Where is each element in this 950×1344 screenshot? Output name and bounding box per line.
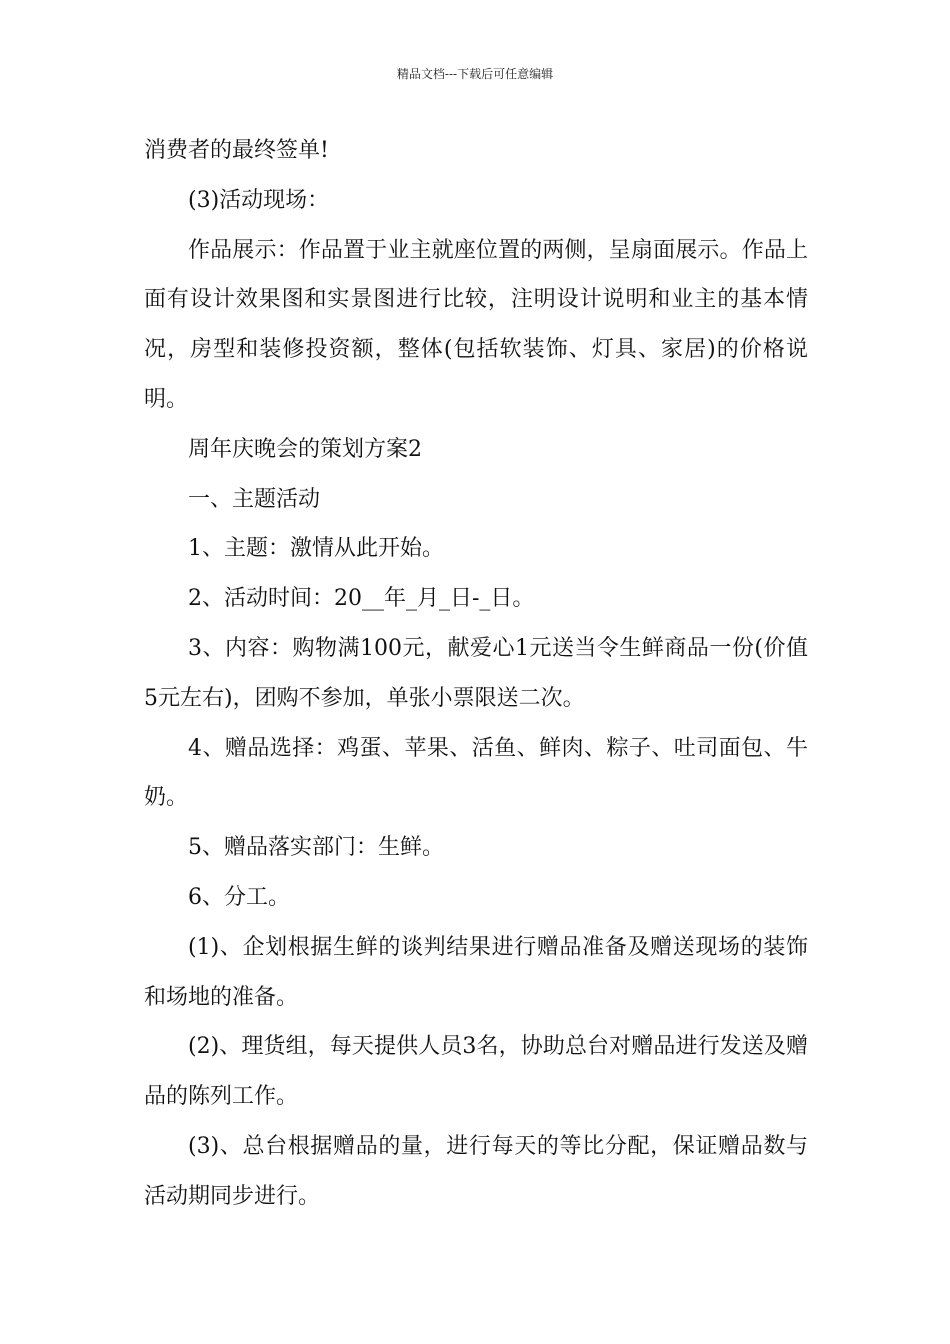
paragraph-time: 2、活动时间：20__年_月_日-_日。 <box>188 586 535 612</box>
document-body <box>144 126 808 1222</box>
paragraph-gift-dept: 5、赠品落实部门：生鲜。 <box>188 835 444 861</box>
paragraph-division-2: (2)、理货组，每天提供人员3名，协助总台对赠品进行发送及赠品的陈列工作。 <box>144 1034 808 1110</box>
paragraph-signing: 消费者的最终签单! <box>144 138 329 163</box>
paragraph-section-theme: 一、主题活动 <box>188 486 321 512</box>
paragraph-division: 6、分工。 <box>188 884 290 910</box>
paragraph-division-1: (1)、企划根据生鲜的谈判结果进行赠品准备及赠送现场的装饰和场地的准备。 <box>144 934 808 1010</box>
paragraph-work-display: 作品展示：作品置于业主就座位置的两侧，呈扇面展示。作品上面有设计效果图和实景图进行比较，注明设计说明和业主的基本情况，房型和装修投资额，整体(包括软装饰、灯具、家居)的价格说明。 <box>144 237 808 412</box>
paragraph-event-site: (3)活动现场： <box>188 187 330 213</box>
paragraph-division-3: (3)、总台根据赠品的量，进行每天的等比分配，保证赠品数与活动期同步进行。 <box>144 1133 808 1209</box>
paragraph-content: 3、内容：购物满100元，献爱心1元送当令生鲜商品一份(价值5元左右)，团购不参加，单张小票限送二次。 <box>144 635 808 711</box>
paragraph-gift-choice: 4、赠品选择：鸡蛋、苹果、活鱼、鲜肉、粽子、吐司面包、牛奶。 <box>144 735 808 811</box>
paragraph-theme: 1、主题：激情从此开始。 <box>188 536 444 562</box>
page-header: 精品文档---下载后可任意编辑 <box>396 67 554 81</box>
paragraph-plan-title: 周年庆晚会的策划方案2 <box>188 436 422 462</box>
